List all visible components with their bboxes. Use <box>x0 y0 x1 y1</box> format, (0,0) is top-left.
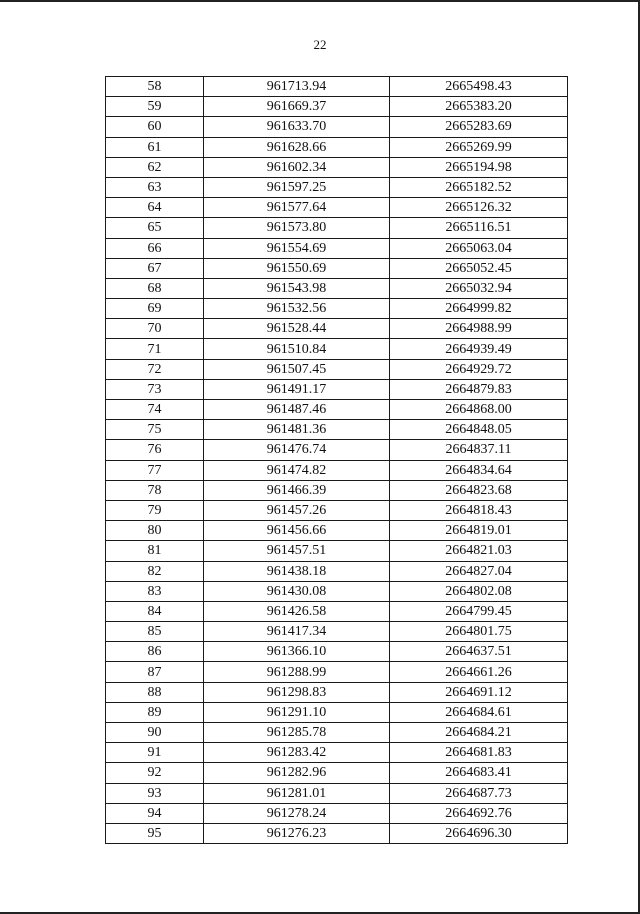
x-coordinate-cell: 961597.25 <box>204 177 390 197</box>
y-coordinate-cell: 2664799.45 <box>390 601 568 621</box>
y-coordinate-cell: 2664999.82 <box>390 299 568 319</box>
y-coordinate-cell: 2664819.01 <box>390 521 568 541</box>
table-row <box>106 581 568 601</box>
page-number: 22 <box>313 37 327 52</box>
table-row <box>106 763 568 783</box>
table-row <box>106 117 568 137</box>
x-coordinate-cell: 961550.69 <box>204 258 390 278</box>
point-number-cell: 60 <box>106 117 204 137</box>
point-number-cell: 90 <box>106 723 204 743</box>
point-number-cell: 84 <box>106 601 204 621</box>
table-row <box>106 480 568 500</box>
point-number-cell: 69 <box>106 299 204 319</box>
y-coordinate-cell: 2664684.21 <box>390 723 568 743</box>
table-row <box>106 541 568 561</box>
table-row <box>106 521 568 541</box>
table-row <box>106 218 568 238</box>
point-number-cell: 81 <box>106 541 204 561</box>
y-coordinate-cell: 2664661.26 <box>390 662 568 682</box>
table-row <box>106 379 568 399</box>
y-coordinate-cell: 2664801.75 <box>390 622 568 642</box>
x-coordinate-cell: 961628.66 <box>204 137 390 157</box>
table-row <box>106 561 568 581</box>
x-coordinate-cell: 961283.42 <box>204 743 390 763</box>
point-number-cell: 88 <box>106 682 204 702</box>
table-row <box>106 238 568 258</box>
point-number-cell: 86 <box>106 642 204 662</box>
table-row <box>106 702 568 722</box>
point-number-cell: 68 <box>106 278 204 298</box>
table-row <box>106 400 568 420</box>
table-row <box>106 278 568 298</box>
x-coordinate-cell: 961474.82 <box>204 460 390 480</box>
table-row <box>106 420 568 440</box>
x-coordinate-cell: 961457.51 <box>204 541 390 561</box>
point-number-cell: 70 <box>106 319 204 339</box>
x-coordinate-cell: 961285.78 <box>204 723 390 743</box>
table-row <box>106 319 568 339</box>
y-coordinate-cell: 2664868.00 <box>390 400 568 420</box>
point-number-cell: 92 <box>106 763 204 783</box>
point-number-cell: 67 <box>106 258 204 278</box>
point-number-cell: 74 <box>106 400 204 420</box>
x-coordinate-cell: 961298.83 <box>204 682 390 702</box>
y-coordinate-cell: 2664848.05 <box>390 420 568 440</box>
x-coordinate-cell: 961282.96 <box>204 763 390 783</box>
x-coordinate-cell: 961577.64 <box>204 198 390 218</box>
y-coordinate-cell: 2664929.72 <box>390 359 568 379</box>
table-row <box>106 177 568 197</box>
table-row <box>106 743 568 763</box>
x-coordinate-cell: 961426.58 <box>204 601 390 621</box>
point-number-cell: 78 <box>106 480 204 500</box>
y-coordinate-cell: 2664939.49 <box>390 339 568 359</box>
table-row <box>106 77 568 97</box>
x-coordinate-cell: 961457.26 <box>204 500 390 520</box>
x-coordinate-cell: 961476.74 <box>204 440 390 460</box>
x-coordinate-cell: 961278.24 <box>204 803 390 823</box>
point-number-cell: 73 <box>106 379 204 399</box>
y-coordinate-cell: 2664692.76 <box>390 803 568 823</box>
x-coordinate-cell: 961528.44 <box>204 319 390 339</box>
y-coordinate-cell: 2665498.43 <box>390 77 568 97</box>
y-coordinate-cell: 2664696.30 <box>390 823 568 843</box>
y-coordinate-cell: 2664823.68 <box>390 480 568 500</box>
point-number-cell: 64 <box>106 198 204 218</box>
y-coordinate-cell: 2664879.83 <box>390 379 568 399</box>
x-coordinate-cell: 961366.10 <box>204 642 390 662</box>
y-coordinate-cell: 2664691.12 <box>390 682 568 702</box>
table-row <box>106 137 568 157</box>
point-number-cell: 66 <box>106 238 204 258</box>
x-coordinate-cell: 961543.98 <box>204 278 390 298</box>
point-number-cell: 95 <box>106 823 204 843</box>
point-number-cell: 75 <box>106 420 204 440</box>
y-coordinate-cell: 2664988.99 <box>390 319 568 339</box>
x-coordinate-cell: 961481.36 <box>204 420 390 440</box>
point-number-cell: 58 <box>106 77 204 97</box>
table-row <box>106 662 568 682</box>
y-coordinate-cell: 2664818.43 <box>390 500 568 520</box>
point-number-cell: 87 <box>106 662 204 682</box>
table-row <box>106 622 568 642</box>
x-coordinate-cell: 961633.70 <box>204 117 390 137</box>
table-row <box>106 500 568 520</box>
x-coordinate-cell: 961276.23 <box>204 823 390 843</box>
y-coordinate-cell: 2665063.04 <box>390 238 568 258</box>
y-coordinate-cell: 2664637.51 <box>390 642 568 662</box>
x-coordinate-cell: 961532.56 <box>204 299 390 319</box>
point-number-cell: 61 <box>106 137 204 157</box>
table-row <box>106 440 568 460</box>
x-coordinate-cell: 961288.99 <box>204 662 390 682</box>
point-number-cell: 71 <box>106 339 204 359</box>
point-number-cell: 85 <box>106 622 204 642</box>
point-number-cell: 82 <box>106 561 204 581</box>
y-coordinate-cell: 2664802.08 <box>390 581 568 601</box>
table-row <box>106 258 568 278</box>
x-coordinate-cell: 961491.17 <box>204 379 390 399</box>
coordinate-table <box>105 76 568 844</box>
x-coordinate-cell: 961669.37 <box>204 97 390 117</box>
table-row <box>106 460 568 480</box>
y-coordinate-cell: 2665116.51 <box>390 218 568 238</box>
x-coordinate-cell: 961438.18 <box>204 561 390 581</box>
x-coordinate-cell: 961573.80 <box>204 218 390 238</box>
y-coordinate-cell: 2665052.45 <box>390 258 568 278</box>
y-coordinate-cell: 2665283.69 <box>390 117 568 137</box>
x-coordinate-cell: 961281.01 <box>204 783 390 803</box>
y-coordinate-cell: 2664681.83 <box>390 743 568 763</box>
table-row <box>106 642 568 662</box>
point-number-cell: 80 <box>106 521 204 541</box>
y-coordinate-cell: 2665269.99 <box>390 137 568 157</box>
x-coordinate-cell: 961602.34 <box>204 157 390 177</box>
x-coordinate-cell: 961466.39 <box>204 480 390 500</box>
table-row <box>106 339 568 359</box>
x-coordinate-cell: 961456.66 <box>204 521 390 541</box>
point-number-cell: 59 <box>106 97 204 117</box>
point-number-cell: 89 <box>106 702 204 722</box>
y-coordinate-cell: 2665126.32 <box>390 198 568 218</box>
table-row <box>106 783 568 803</box>
table-row <box>106 601 568 621</box>
table-row <box>106 723 568 743</box>
point-number-cell: 72 <box>106 359 204 379</box>
x-coordinate-cell: 961487.46 <box>204 400 390 420</box>
table-row <box>106 157 568 177</box>
y-coordinate-cell: 2664821.03 <box>390 541 568 561</box>
point-number-cell: 91 <box>106 743 204 763</box>
y-coordinate-cell: 2665032.94 <box>390 278 568 298</box>
x-coordinate-cell: 961507.45 <box>204 359 390 379</box>
x-coordinate-cell: 961713.94 <box>204 77 390 97</box>
y-coordinate-cell: 2664684.61 <box>390 702 568 722</box>
point-number-cell: 83 <box>106 581 204 601</box>
table-row <box>106 803 568 823</box>
y-coordinate-cell: 2664683.41 <box>390 763 568 783</box>
y-coordinate-cell: 2665182.52 <box>390 177 568 197</box>
point-number-cell: 65 <box>106 218 204 238</box>
table-row <box>106 823 568 843</box>
y-coordinate-cell: 2665383.20 <box>390 97 568 117</box>
y-coordinate-cell: 2664834.64 <box>390 460 568 480</box>
x-coordinate-cell: 961510.84 <box>204 339 390 359</box>
point-number-cell: 93 <box>106 783 204 803</box>
coordinate-table-body <box>106 77 568 844</box>
point-number-cell: 62 <box>106 157 204 177</box>
point-number-cell: 77 <box>106 460 204 480</box>
table-row <box>106 682 568 702</box>
table-row <box>106 198 568 218</box>
x-coordinate-cell: 961291.10 <box>204 702 390 722</box>
x-coordinate-cell: 961554.69 <box>204 238 390 258</box>
table-row <box>106 97 568 117</box>
x-coordinate-cell: 961417.34 <box>204 622 390 642</box>
y-coordinate-cell: 2664687.73 <box>390 783 568 803</box>
point-number-cell: 76 <box>106 440 204 460</box>
table-row <box>106 359 568 379</box>
table-row <box>106 299 568 319</box>
y-coordinate-cell: 2665194.98 <box>390 157 568 177</box>
point-number-cell: 94 <box>106 803 204 823</box>
y-coordinate-cell: 2664827.04 <box>390 561 568 581</box>
y-coordinate-cell: 2664837.11 <box>390 440 568 460</box>
page-border-top <box>0 0 640 2</box>
point-number-cell: 63 <box>106 177 204 197</box>
x-coordinate-cell: 961430.08 <box>204 581 390 601</box>
point-number-cell: 79 <box>106 500 204 520</box>
